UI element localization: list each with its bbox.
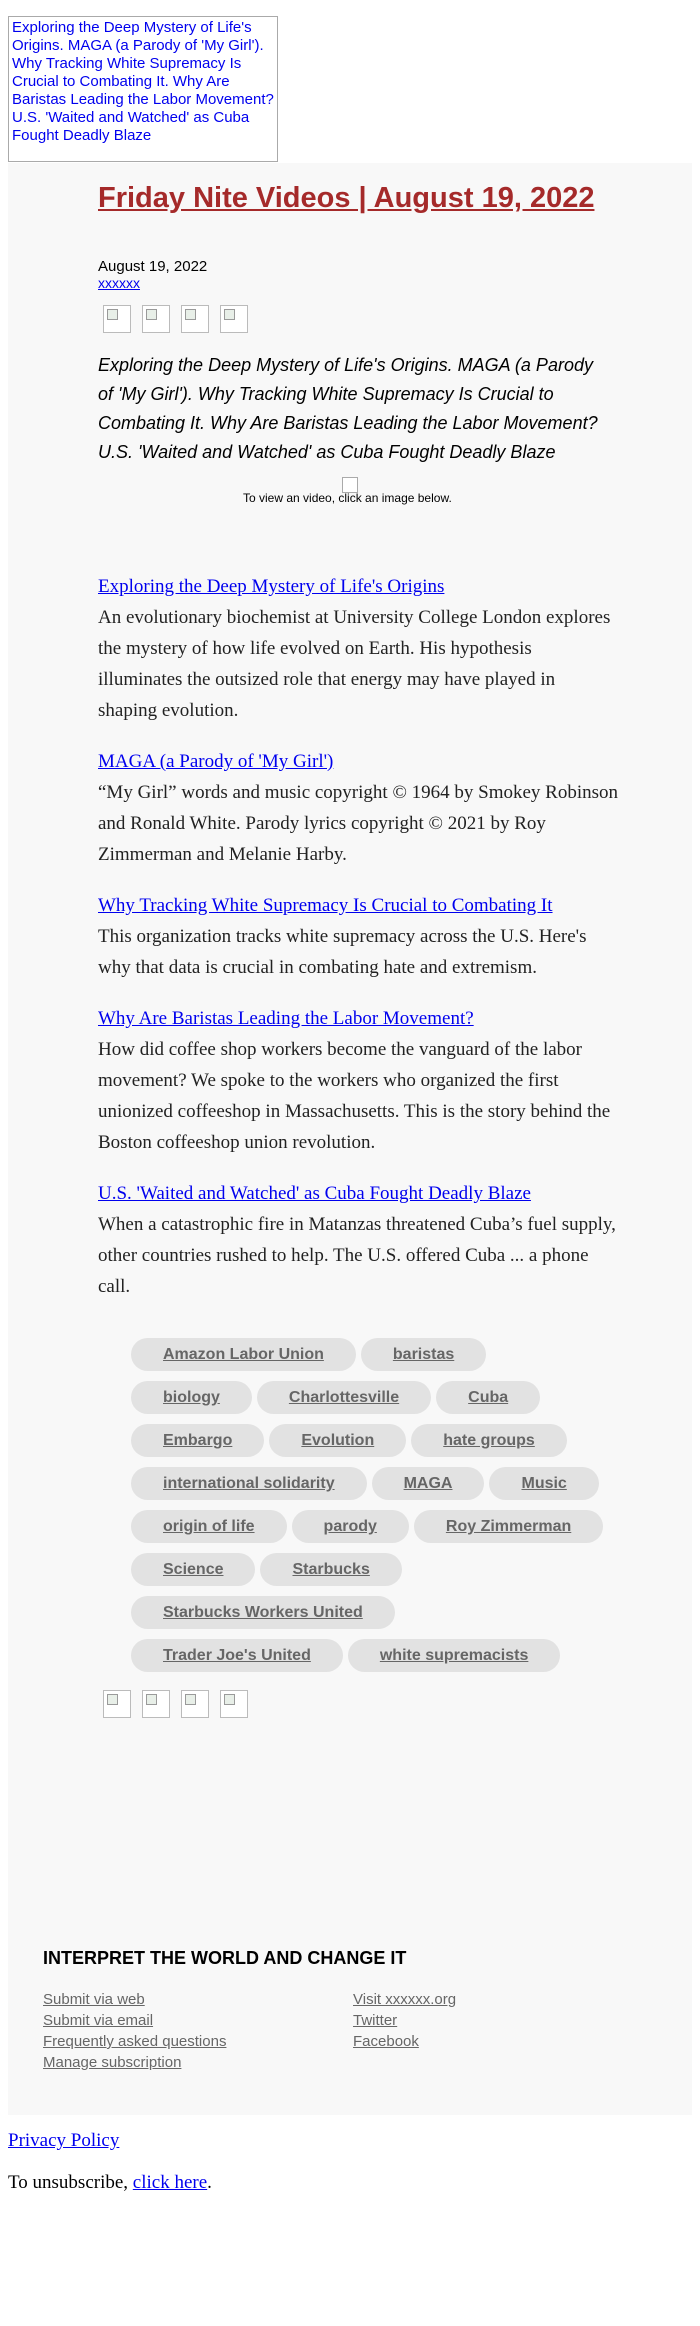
tag-link[interactable]: Embargo <box>131 1424 264 1457</box>
share-image-icon[interactable] <box>220 1690 248 1718</box>
manage-subscription-link[interactable]: Manage subscription <box>43 2054 182 2071</box>
post-date: August 19, 2022 <box>98 258 208 275</box>
footer-col-left <box>43 1989 353 2073</box>
footer-col-right <box>353 1989 663 2073</box>
video-note <box>98 477 618 517</box>
post-content <box>98 163 618 1718</box>
article-description: “My Girl” words and music copyright © 1964 by Smokey Robinson and Ronald White. Parody lyrics copyright © 2021 by Roy Zimmerman and Melanie Harby. <box>98 782 619 865</box>
facebook-link[interactable]: Facebook <box>353 2033 419 2050</box>
faq-link[interactable]: Frequently asked questions <box>43 2033 227 2050</box>
article-description: How did coffee shop workers become the vanguard of the labor movement? We spoke to the workers who organized the first unionized coffeeshop in Massachusetts. This is the story behind the Boston coffeeshop union revolution. <box>98 1039 611 1153</box>
tag-link[interactable]: Starbucks <box>260 1553 401 1586</box>
submit-email-link[interactable]: Submit via email <box>43 2012 154 2029</box>
hero-image-alt-text: Exploring the Deep Mystery of Life's Origins. MAGA (a Parody of 'My Girl'). Why Tracking White Supremacy Is Crucial to Combating It. Why Are Baristas Leading the Labor Movement? U.S. 'Waited and Watched' as Cuba Fought Deadly Blaze <box>12 19 274 144</box>
below-footer <box>8 2130 692 2194</box>
list-item <box>98 571 618 726</box>
share-image-icon[interactable] <box>181 1690 209 1718</box>
footer-heading: INTERPRET THE WORLD AND CHANGE IT <box>43 1948 407 1968</box>
page-title <box>98 181 618 216</box>
tag-link[interactable]: Charlottesville <box>257 1381 431 1414</box>
post-summary: Exploring the Deep Mystery of Life's Origins. MAGA (a Parody of 'My Girl'). Why Tracking White Supremacy Is Crucial to Combating It. Why Are Baristas Leading the Labor Movement? U.S. 'Waited and Watched' as Cuba Fought Deadly Blaze <box>98 355 598 462</box>
article-title-link[interactable]: U.S. 'Waited and Watched' as Cuba Fought Deadly Blaze <box>98 1183 531 1204</box>
privacy-policy-link[interactable]: Privacy Policy <box>8 2130 120 2151</box>
tag-link[interactable]: hate groups <box>411 1424 567 1457</box>
article-description: An evolutionary biochemist at University College London explores the mystery of how life evolved on Earth. His hypothesis illuminates the outsized role that energy may have played in shaping evolution. <box>98 607 611 721</box>
tag-link[interactable]: biology <box>131 1381 252 1414</box>
tag-link[interactable]: Science <box>131 1553 255 1586</box>
article-title-link[interactable]: Exploring the Deep Mystery of Life's Origins <box>98 576 445 597</box>
footer <box>43 1948 663 2073</box>
post-author <box>98 275 618 291</box>
share-icons-bottom <box>98 1690 618 1718</box>
article-title-link[interactable]: MAGA (a Parody of 'My Girl') <box>98 751 334 772</box>
unsubscribe-suffix: . <box>207 2172 212 2193</box>
tag-link[interactable]: parody <box>292 1510 409 1543</box>
tag-link[interactable]: MAGA <box>372 1467 485 1500</box>
article-title-link[interactable]: Why Tracking White Supremacy Is Crucial to Combating It <box>98 895 553 916</box>
list-item <box>98 1178 618 1302</box>
tag-link[interactable]: Amazon Labor Union <box>131 1338 356 1371</box>
list-item <box>98 746 618 870</box>
article-description: This organization tracks white supremacy across the U.S. Here's why that data is crucial in combating hate and extremism. <box>98 926 587 978</box>
submit-web-link[interactable]: Submit via web <box>43 1991 145 2008</box>
video-note-text: To view an video, click an image below. <box>243 491 452 505</box>
article-title-link[interactable]: Why Are Baristas Leading the Labor Movement? <box>98 1008 474 1029</box>
list-item <box>98 890 618 983</box>
share-icons-top <box>98 305 618 333</box>
tag-link[interactable]: Trader Joe's United <box>131 1639 343 1672</box>
unsubscribe-line <box>8 2172 692 2194</box>
share-image-icon[interactable] <box>220 305 248 333</box>
share-image-icon[interactable] <box>142 305 170 333</box>
tag-link[interactable]: Evolution <box>269 1424 406 1457</box>
tag-link[interactable]: Starbucks Workers United <box>131 1596 395 1629</box>
tag-list <box>131 1338 611 1672</box>
unsubscribe-prefix: To unsubscribe, <box>8 2172 133 2193</box>
tag-link[interactable]: international solidarity <box>131 1467 367 1500</box>
main-panel <box>8 163 692 2115</box>
post-title-link[interactable]: Friday Nite Videos | August 19, 2022 <box>98 182 595 214</box>
tag-link[interactable]: Music <box>489 1467 598 1500</box>
hero-image[interactable] <box>8 16 278 162</box>
author-link[interactable]: xxxxxx <box>98 275 140 291</box>
tag-link[interactable]: origin of life <box>131 1510 287 1543</box>
visit-site-link[interactable]: Visit xxxxxx.org <box>353 1991 457 2008</box>
share-image-icon[interactable] <box>181 305 209 333</box>
tag-link[interactable]: white supremacists <box>348 1639 561 1672</box>
share-image-icon[interactable] <box>142 1690 170 1718</box>
footer-columns <box>43 1989 663 2073</box>
tag-link[interactable]: Roy Zimmerman <box>414 1510 603 1543</box>
share-image-icon[interactable] <box>103 305 131 333</box>
article-description: When a catastrophic fire in Matanzas threatened Cuba’s fuel supply, other countries rushed to help. The U.S. offered Cuba ... a phone call. <box>98 1214 616 1297</box>
article-list <box>98 571 618 1302</box>
twitter-link[interactable]: Twitter <box>353 2012 398 2029</box>
list-item <box>98 1003 618 1158</box>
tag-link[interactable]: Cuba <box>436 1381 540 1414</box>
unsubscribe-link[interactable]: click here <box>132 2172 208 2193</box>
share-image-icon[interactable] <box>103 1690 131 1718</box>
tag-link[interactable]: baristas <box>361 1338 486 1371</box>
